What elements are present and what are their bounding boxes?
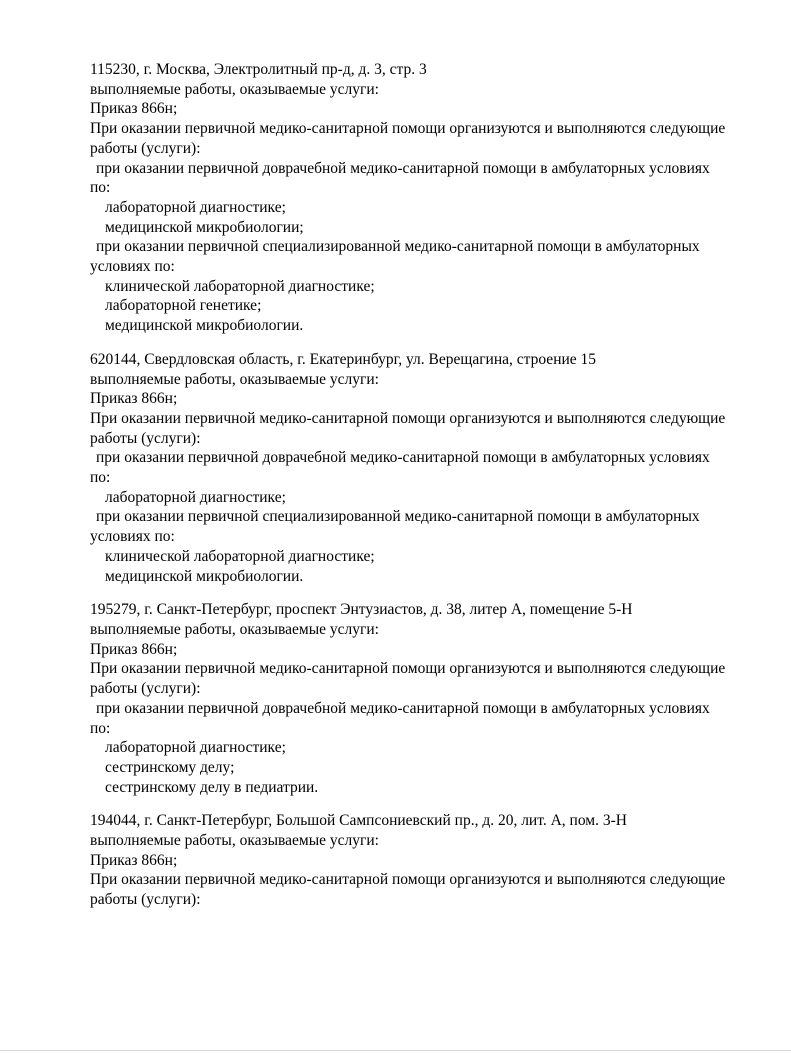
address-line: 115230, г. Москва, Электролитный пр-д, д. 3, стр. 3 — [90, 61, 427, 78]
text-line: При оказании первичной медико-санитарной помощи организуются и выполняются следующие — [90, 871, 726, 889]
address-line: 194044, г. Санкт-Петербург, Большой Сампсониевский пр., д. 20, лит. А, пом. 3-Н — [90, 812, 627, 830]
text-line: по: — [90, 469, 111, 487]
text-line: по: — [90, 179, 111, 197]
address-block — [90, 600, 755, 797]
text-line: при оказании первичной доврачебной медико-санитарной помощи в амбулаторных условиях — [96, 449, 710, 467]
address-line: 620144, Свердловская область, г. Екатеринбург, ул. Верещагина, строение 15 — [90, 350, 597, 368]
text-line: Приказ 866н; — [90, 640, 178, 658]
text-line: Приказ 866н; — [90, 100, 178, 118]
text-line: условиях по: — [90, 528, 175, 546]
text-line: работы (услуги): — [90, 680, 201, 698]
text-line: медицинской микробиологии. — [105, 567, 304, 585]
bottom-divider — [0, 1050, 791, 1051]
text-line: выполняемые работы, оказываемые услуги: — [90, 832, 379, 850]
text-line: клинической лабораторной диагностике; — [105, 547, 375, 565]
text-line: работы (услуги): — [90, 891, 201, 909]
text-line: по: — [90, 719, 111, 737]
text-line: сестринскому делу; — [105, 758, 235, 776]
text-line: При оказании первичной медико-санитарной помощи организуются и выполняются следующие — [90, 120, 726, 138]
text-line: лабораторной диагностике; — [105, 198, 286, 216]
text-line: выполняемые работы, оказываемые услуги: — [90, 370, 379, 388]
text-line: сестринскому делу в педиатрии. — [105, 778, 319, 796]
text-line: При оказании первичной медико-санитарной помощи организуются и выполняются следующие — [90, 409, 726, 427]
address-line: 195279, г. Санкт-Петербург, проспект Энтузиастов, д. 38, литер А, помещение 5-Н — [90, 601, 633, 619]
text-line: работы (услуги): — [90, 429, 201, 447]
text-line: лабораторной генетике; — [105, 297, 262, 315]
text-line: лабораторной диагностике; — [105, 739, 286, 757]
text-line: условиях по: — [90, 258, 175, 276]
text-line: при оказании первичной специализированной медико-санитарной помощи в амбулаторных — [96, 238, 700, 256]
text-line: при оказании первичной доврачебной медико-санитарной помощи в амбулаторных условиях — [96, 699, 710, 717]
text-line: Приказ 866н; — [90, 851, 178, 869]
document-body — [90, 60, 755, 910]
address-block — [90, 60, 755, 336]
text-line: При оказании первичной медико-санитарной помощи организуются и выполняются следующие — [90, 660, 726, 678]
text-line: медицинской микробиологии. — [105, 317, 304, 335]
text-line: выполняемые работы, оказываемые услуги: — [90, 80, 379, 98]
text-line: выполняемые работы, оказываемые услуги: — [90, 620, 379, 638]
text-line: при оказании первичной доврачебной медико-санитарной помощи в амбулаторных условиях — [96, 159, 710, 177]
text-line: медицинской микробиологии; — [105, 218, 304, 236]
text-line: работы (услуги): — [90, 139, 201, 157]
text-line: клинической лабораторной диагностике; — [105, 277, 375, 295]
address-block — [90, 350, 755, 586]
text-line: Приказ 866н; — [90, 390, 178, 408]
address-block — [90, 811, 755, 910]
text-line: лабораторной диагностике; — [105, 488, 286, 506]
text-line: при оказании первичной специализированной медико-санитарной помощи в амбулаторных — [96, 508, 700, 526]
